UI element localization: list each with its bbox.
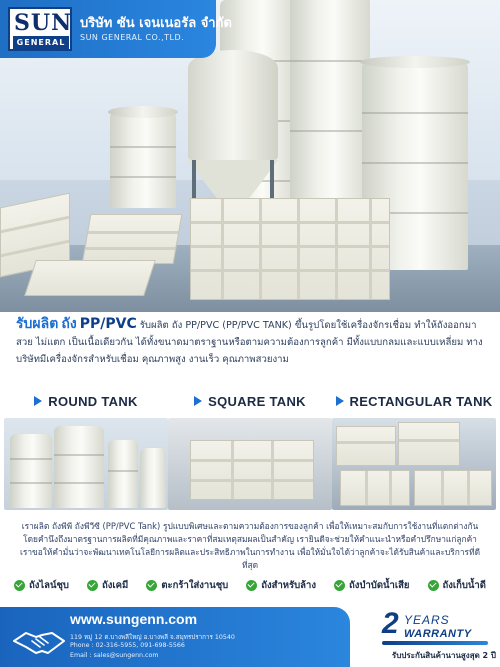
- check-circle-icon: [246, 580, 257, 591]
- logo-sun-text: SUN: [14, 10, 73, 36]
- company-name-english: SUN GENERAL CO.,TLD.: [80, 33, 185, 42]
- application-label: ถังเก็บน้ำดี: [442, 579, 486, 591]
- check-circle-icon: [428, 580, 439, 591]
- open-square-tank: [82, 214, 183, 264]
- sun-general-logo: [8, 7, 72, 51]
- round-tank-column: [4, 392, 168, 512]
- rectangular-tank: [190, 198, 390, 300]
- rectangular-tank-photo: [332, 418, 496, 510]
- company-name-thai: บริษัท ซัน เจนเนอรัล จำกัด: [80, 16, 232, 31]
- phone-text: Phone : 02-316-5955, 091-698-5566: [70, 642, 185, 649]
- square-tank-title: [168, 392, 332, 410]
- rect-trough: [24, 260, 156, 296]
- warranty-number: 2: [382, 607, 399, 640]
- rectangular-tank-title: [332, 392, 496, 410]
- email-text[interactable]: Email : sales@sungenn.com: [70, 652, 159, 659]
- list-item: [87, 578, 128, 593]
- footer: [0, 607, 500, 667]
- application-label: ถังสำหรับล้าง: [261, 579, 316, 591]
- description-paragraph: เราผลิต ถังพีพี ถังพีวีซี (PP/PVC Tank) รูปแบบพิเศษและตามความต้องการของลูกค้า เพื่อให้เหมาะสมกับการใช้งานที่แตกต่างกัน โดยคำนึงถึงมาตรฐานการผลิตที่มีคุณภาพและราคาที่สมเหตุสมผลเป็นสำคัญ เรายินดีจะช่วยให้คำแนะนำหรือคำปรึกษาแก่ลูกค้า เราขอให้คำมั่นว่าจะพัฒนาเทคโนโลยีการผลิตและประสิทธิภาพในการทำงาน เพื่อให้มั่นใจได้ว่าลูกค้าจะได้รับสินค้าและบริการที่ดีที่สุด: [19, 521, 481, 570]
- intro-prefix: รับผลิต: [16, 316, 59, 332]
- list-item: [428, 578, 486, 593]
- applications-list: [14, 577, 486, 593]
- round-tank-label: ROUND TANK: [48, 393, 138, 409]
- intro-keyword-english: PP/PVC: [79, 316, 137, 332]
- list-item: [14, 578, 69, 593]
- square-tank-label: SQUARE TANK: [208, 393, 306, 409]
- tank-type-section: [0, 392, 500, 512]
- logo-general-text: GENERAL: [13, 36, 69, 49]
- application-label: ถังไลน์ชุบ: [29, 579, 69, 591]
- warranty-swoosh: [382, 641, 488, 645]
- company-header: [0, 0, 232, 58]
- list-item: [334, 578, 409, 593]
- contact-panel: [0, 607, 350, 667]
- warranty-note: รับประกันสินค้านานสูงสุด 2 ปี: [391, 651, 496, 660]
- triangle-arrow-icon: [34, 396, 42, 406]
- rectangular-tank-column: [332, 392, 496, 512]
- intro-keyword-thai: ถัง: [61, 316, 77, 332]
- check-circle-icon: [87, 580, 98, 591]
- square-tank-photo: [168, 418, 332, 510]
- check-circle-icon: [14, 580, 25, 591]
- triangle-arrow-icon: [336, 396, 344, 406]
- hero-image: [0, 0, 500, 312]
- list-item: [246, 578, 316, 593]
- triangle-arrow-icon: [194, 396, 202, 406]
- intro-paragraph: [16, 316, 484, 368]
- check-circle-icon: [334, 580, 345, 591]
- address-text: 119 หมู่ 12 ต.บางพลีใหญ่ อ.บางพลี จ.สมุทรปราการ 10540: [70, 634, 235, 641]
- warranty-word: WARRANTY: [404, 628, 472, 640]
- list-item: [146, 578, 228, 593]
- warranty-years: YEARS: [404, 613, 450, 627]
- small-round-tank: [110, 112, 176, 208]
- handshake-icon: [12, 627, 66, 657]
- website-link[interactable]: www.sungenn.com: [70, 611, 198, 627]
- rectangular-tank-label: RECTANGULAR TANK: [349, 393, 493, 409]
- round-tank-photo: [4, 418, 168, 510]
- intro-text: รับผลิต ถัง PP/PVC (PP/PVC TANK) ขึ้นรูปโดยใช้เครื่องจักรเชื่อม ทำให้ถังออกมา สวย ไม่แตก เป็นเนื้อเดียวกัน ได้ทั้งขนาดมาตราฐานหรือตามความต้องการลูกค้า มีทั้งแบบกลมและแบบเหลี่ยม ทางบริษัทมีเครื่องจักรสำหรับเชื่อม คุณภาพสูง งานเร็ว คุณภาพสวยงาม: [16, 320, 483, 365]
- square-tank-column: [168, 392, 332, 512]
- application-label: ตะกร้าใส่งานชุบ: [161, 579, 229, 591]
- round-tank-title: [4, 392, 168, 410]
- application-label: ถังบำบัดน้ำเสีย: [349, 579, 410, 591]
- application-label: ถังเคมี: [102, 579, 129, 591]
- check-circle-icon: [146, 580, 157, 591]
- tall-round-tank: [290, 0, 370, 220]
